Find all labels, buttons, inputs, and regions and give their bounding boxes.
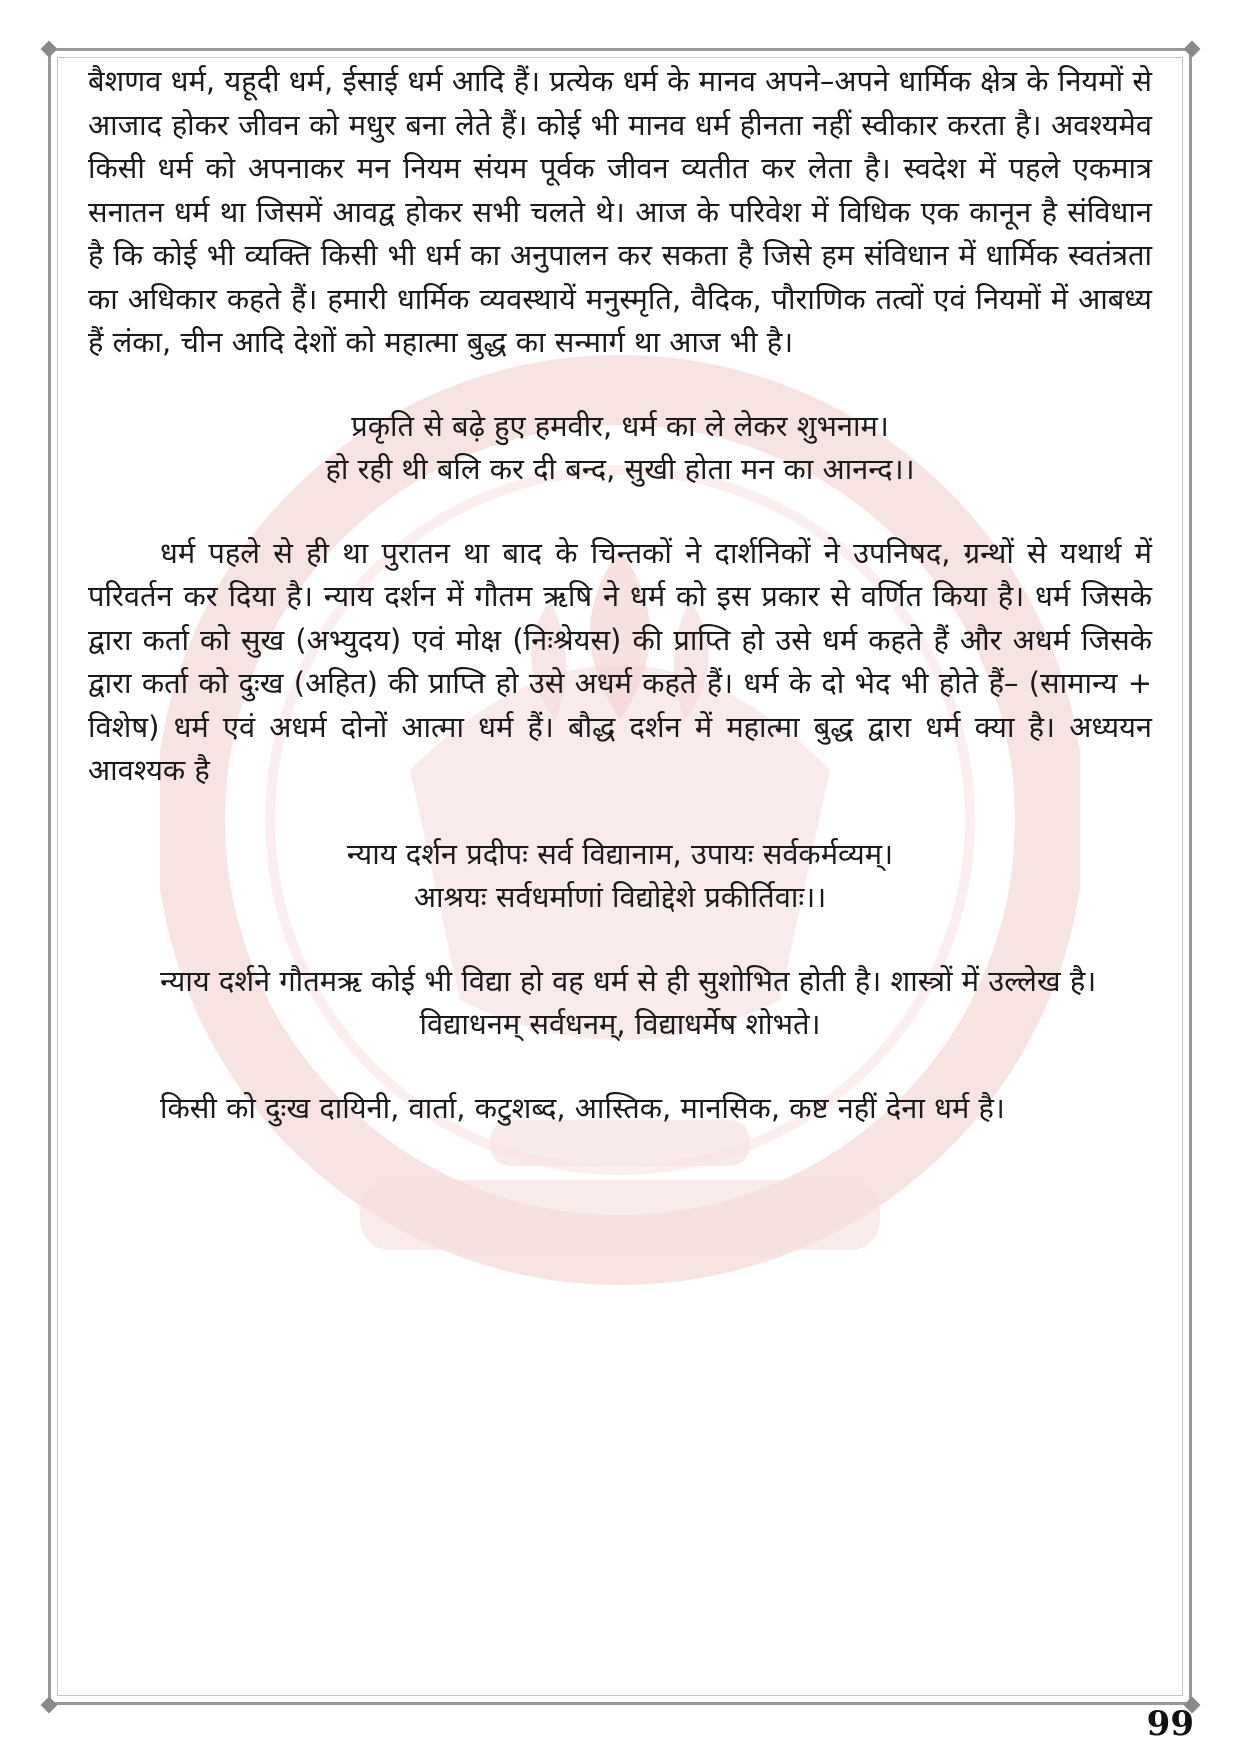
verse-1-line-2: हो रही थी बलि कर दी बन्द, सुखी होता मन का आनन्द।। bbox=[325, 452, 915, 486]
paragraph-3: न्याय दर्शने गौतमऋ कोई भी विद्या हो वह धर्म से ही सुशोभित होती है। शास्त्रों में उल्लेख है। bbox=[160, 963, 1097, 998]
page-content bbox=[88, 60, 1152, 1130]
spacer bbox=[88, 492, 1152, 532]
verse-2-line-2: आश्रयः सर्वधर्माणां विद्योद्देशे प्रकीर्तिवाः।। bbox=[413, 880, 827, 914]
verse-3: विद्याधनम् सर्वधनम्, विद्याधर्मेष शोभते। bbox=[419, 1007, 821, 1041]
page-number: 99 bbox=[1146, 1704, 1194, 1744]
spacer bbox=[88, 1047, 1152, 1087]
spacer bbox=[88, 365, 1152, 405]
paragraph-1: बैशणव धर्म, यहूदी धर्म, ईसाई धर्म आदि हैं। प्रत्येक धर्म के मानव अपने–अपने धार्मिक क्षेत्र के नियमों से आजाद होकर जीवन को मधुर बना लेते हैं। कोई भी मानव धर्म हीनता नहीं स्वीकार करता है। अवश्यमेव किसी धर्म को अपनाकर मन नियम संयम पूर्वक जीवन व्यतीत कर लेता है। स्वदेश में पहले एकमात्र सनातन धर्म था जिसमें आवद्व होकर सभी चलते थे। आज के परिवेश में विधिक एक कानून है संविधान है कि कोई भी व्यक्ति किसी भी धर्म का अनुपालन कर सकता है जिसे हम संविधान में धार्मिक स्वतंत्रता का अधिकार कहते हैं। हमारी धार्मिक व्यवस्थायें मनुस्मृति, वैदिक, पौराणिक तत्वों एवं नियमों में आबध्य हैं लंका, चीन आदि देशों को महात्मा बुद्ध का सन्मार्ग था आज भी है। bbox=[88, 64, 1152, 359]
verse-1-line-1: प्रकृति से बढ़े हुए हमवीर, धर्म का ले लेकर शुभनाम। bbox=[351, 408, 889, 443]
paragraph-4: किसी को दुःख दायिनी, वार्ता, कटुशब्द, आस्तिक, मानसिक, कष्ट नहीं देना धर्म है। bbox=[160, 1090, 1005, 1125]
verse-2-line-1: न्याय दर्शन प्रदीपः सर्व विद्यानाम, उपायः सर्वकर्मव्यम्। bbox=[346, 836, 894, 871]
spacer bbox=[88, 793, 1152, 833]
paragraph-2: धर्म पहले से ही था पुरातन था बाद के चिन्तकों ने दार्शनिकों ने उपनिषद, ग्रन्थों से यथार्थ में परिवर्तन कर दिया है। न्याय दर्शन में गौतम ऋषि ने धर्म को इस प्रकार से वर्णित किया है। धर्म जिसके द्वारा कर्ता को सुख (अभ्युदय) एवं मोक्ष (निःश्रेयस) की प्राप्ति हो उसे धर्म कहते हैं और अधर्म जिसके द्वारा कर्ता को दुःख (अहित) की प्राप्ति हो उसे अधर्म कहते हैं। धर्म के दो भेद भी होते हैं– (सामान्य + विशेष) धर्म एवं अधर्म दोनों आत्मा धर्म हैं। बौद्ध दर्शन में महात्मा बुद्ध द्वारा धर्म क्या है। अध्ययन आवश्यक है bbox=[88, 535, 1152, 787]
spacer bbox=[88, 920, 1152, 960]
